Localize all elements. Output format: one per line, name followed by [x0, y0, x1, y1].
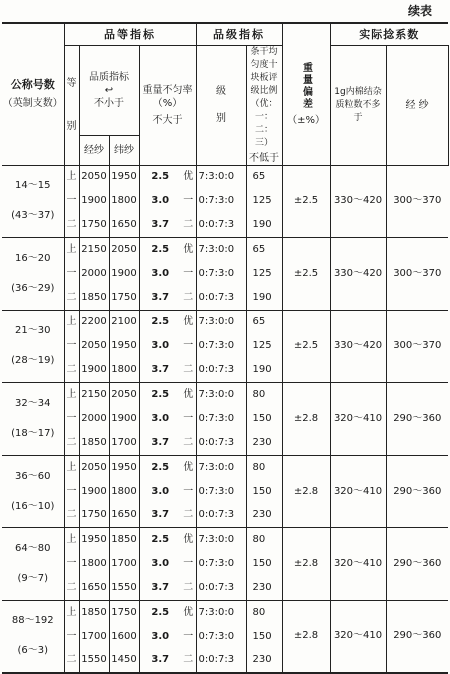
evenness-ratio: 0:0:7:3	[196, 649, 246, 673]
level-cell: 一	[181, 625, 196, 649]
warp-quality: 2000	[79, 262, 109, 286]
grade-cell: 上	[64, 528, 79, 552]
weft-quality: 1750	[109, 286, 139, 310]
header-level-class: 级 别	[196, 45, 246, 165]
twist-warp: 320～410	[330, 600, 386, 673]
grade-cell: 一	[64, 334, 79, 358]
header-grade-index: 品等指标	[64, 23, 196, 45]
evenness-ratio: 7:3:0:0	[196, 238, 246, 262]
level-cell: 优	[181, 238, 196, 262]
grade-cell: 二	[64, 431, 79, 455]
count-value: 14～15	[15, 180, 51, 192]
twist-warp: 320～410	[330, 455, 386, 528]
weft-quality: 1900	[109, 407, 139, 431]
grade-cell: 上	[64, 455, 79, 479]
count-cell	[2, 238, 64, 311]
weft-quality: 1800	[109, 359, 139, 383]
header-count: 公称号数 （英制支数）	[2, 23, 64, 165]
count-value: 32～34	[15, 397, 51, 409]
header-weight-cv: 重量不匀率（%） 不大于	[139, 45, 196, 165]
neps-count: 190	[246, 213, 282, 237]
grade-cell: 二	[64, 286, 79, 310]
weight-deviation: ±2.8	[282, 528, 330, 601]
neps-count: 150	[246, 479, 282, 503]
level-cell: 一	[181, 334, 196, 358]
warp-quality: 2050	[79, 165, 109, 189]
twist-weft: 290～360	[386, 383, 448, 456]
count-cell	[2, 528, 64, 601]
table-row	[2, 165, 448, 189]
evenness-ratio: 0:7:3:0	[196, 552, 246, 576]
evenness-ratio: 0:0:7:3	[196, 286, 246, 310]
grade-cell: 上	[64, 238, 79, 262]
grade-cell: 一	[64, 262, 79, 286]
weight-deviation: ±2.5	[282, 165, 330, 238]
warp-quality: 1650	[79, 576, 109, 600]
evenness-ratio: 0:7:3:0	[196, 625, 246, 649]
neps-count: 125	[246, 334, 282, 358]
english-count: (6～3)	[17, 645, 49, 657]
level-cell: 优	[181, 600, 196, 624]
warp-quality: 1850	[79, 286, 109, 310]
weight-cv: 2.5	[151, 316, 170, 328]
level-cell: 优	[181, 165, 196, 189]
twist-weft: 290～360	[386, 528, 448, 601]
neps-count: 230	[246, 504, 282, 528]
twist-weft: 300～370	[386, 310, 448, 383]
weft-quality: 2100	[109, 310, 139, 334]
level-cell: 二	[181, 649, 196, 673]
grade-cell: 一	[64, 625, 79, 649]
level-cell: 一	[181, 407, 196, 431]
weight-cv: 3.0	[151, 412, 170, 424]
level-cell: 二	[181, 359, 196, 383]
weft-quality: 1900	[109, 262, 139, 286]
header-neps: 1g内棉结杂质粒数不多于	[330, 45, 386, 165]
twist-warp: 330～420	[330, 310, 386, 383]
evenness-ratio: 7:3:0:0	[196, 383, 246, 407]
weight-cv: 3.7	[139, 213, 181, 237]
evenness-ratio: 0:7:3:0	[196, 407, 246, 431]
weight-cv: 3.7	[139, 359, 181, 383]
weight-cv: 3.7	[139, 504, 181, 528]
count-cell	[2, 383, 64, 456]
level-cell: 一	[181, 479, 196, 503]
twist-warp: 330～420	[330, 165, 386, 238]
grade-cell: 二	[64, 504, 79, 528]
weight-cv: 3.7	[139, 431, 181, 455]
header-actual-twist: 实际捻系数	[330, 23, 448, 45]
evenness-ratio: 7:3:0:0	[196, 528, 246, 552]
yarn-spec-table	[2, 22, 448, 674]
grade-cell: 上	[64, 383, 79, 407]
english-count: (18～17)	[11, 427, 55, 439]
weight-deviation: ±2.5	[282, 238, 330, 311]
weft-quality: 1950	[109, 455, 139, 479]
weight-cv: 3.7	[139, 286, 181, 310]
evenness-ratio: 7:3:0:0	[196, 455, 246, 479]
warp-quality: 2150	[79, 238, 109, 262]
weft-quality: 1650	[109, 213, 139, 237]
warp-quality: 1700	[79, 625, 109, 649]
weight-cv: 2.5	[151, 171, 170, 183]
neps-count: 230	[246, 649, 282, 673]
neps-count: 80	[246, 455, 282, 479]
weight-cv: 2.5	[151, 534, 170, 546]
twist-weft: 290～360	[386, 455, 448, 528]
level-cell: 二	[181, 286, 196, 310]
weight-cv: 3.0	[151, 558, 170, 570]
weft-quality: 1750	[109, 600, 139, 624]
neps-count: 230	[246, 576, 282, 600]
weight-deviation: ±2.5	[282, 310, 330, 383]
weight-cv: 3.0	[151, 195, 170, 207]
twist-warp: 330～420	[330, 238, 386, 311]
neps-count: 65	[246, 165, 282, 189]
header-twist-warp: 经 纱	[386, 45, 448, 165]
warp-quality: 1550	[79, 649, 109, 673]
weft-quality: 1950	[109, 165, 139, 189]
header-warp: 经纱	[79, 136, 109, 165]
twist-warp: 320～410	[330, 383, 386, 456]
warp-quality: 1750	[79, 213, 109, 237]
evenness-ratio: 0:0:7:3	[196, 431, 246, 455]
neps-count: 190	[246, 286, 282, 310]
table-row	[2, 310, 448, 334]
warp-quality: 1850	[79, 600, 109, 624]
weight-cv: 2.5	[151, 243, 170, 255]
neps-count: 190	[246, 359, 282, 383]
evenness-ratio: 7:3:0:0	[196, 310, 246, 334]
warp-quality: 1900	[79, 359, 109, 383]
neps-count: 230	[246, 431, 282, 455]
table-row	[2, 238, 448, 262]
evenness-ratio: 0:7:3:0	[196, 479, 246, 503]
count-value: 36～60	[15, 470, 51, 482]
weight-cv: 3.0	[151, 267, 170, 279]
header-grade-class: 等 别	[64, 45, 79, 165]
warp-quality: 2150	[79, 383, 109, 407]
warp-quality: 2200	[79, 310, 109, 334]
warp-quality: 1750	[79, 504, 109, 528]
grade-cell: 二	[64, 359, 79, 383]
neps-count: 65	[246, 310, 282, 334]
count-cell	[2, 310, 64, 383]
grade-cell: 二	[64, 576, 79, 600]
evenness-ratio: 0:0:7:3	[196, 213, 246, 237]
header-weight-deviation: 重量偏差 （±%）	[282, 23, 330, 165]
weft-quality: 2050	[109, 383, 139, 407]
weight-cv: 2.5	[151, 389, 170, 401]
twist-weft: 300～370	[386, 238, 448, 311]
neps-count: 80	[246, 600, 282, 624]
evenness-ratio: 7:3:0:0	[196, 165, 246, 189]
weft-quality: 1950	[109, 334, 139, 358]
count-cell	[2, 600, 64, 673]
count-value: 64～80	[15, 543, 51, 555]
table-body	[2, 165, 448, 673]
warp-quality: 2000	[79, 407, 109, 431]
twist-weft: 300～370	[386, 165, 448, 238]
evenness-ratio: 0:7:3:0	[196, 334, 246, 358]
warp-quality: 2050	[79, 334, 109, 358]
grade-cell: 二	[64, 213, 79, 237]
evenness-ratio: 0:0:7:3	[196, 576, 246, 600]
header-evenness: 条干均匀度十块板评级比例（优：一：二：三） 不低于	[246, 45, 282, 165]
english-count: (16～10)	[11, 500, 55, 512]
weft-quality: 1800	[109, 189, 139, 213]
level-cell: 二	[181, 431, 196, 455]
english-count: (9～7)	[17, 573, 49, 585]
evenness-ratio: 0:0:7:3	[196, 359, 246, 383]
level-cell: 一	[181, 189, 196, 213]
table-row	[2, 528, 448, 552]
neps-count: 80	[246, 528, 282, 552]
warp-quality: 2050	[79, 455, 109, 479]
level-cell: 二	[181, 213, 196, 237]
weight-cv: 3.0	[151, 340, 170, 352]
weight-deviation: ±2.8	[282, 455, 330, 528]
warp-quality: 1800	[79, 552, 109, 576]
warp-quality: 1950	[79, 528, 109, 552]
evenness-ratio: 7:3:0:0	[196, 600, 246, 624]
evenness-ratio: 0:0:7:3	[196, 504, 246, 528]
grade-cell: 上	[64, 165, 79, 189]
level-cell: 优	[181, 383, 196, 407]
table-row	[2, 455, 448, 479]
count-value: 21～30	[15, 325, 51, 337]
grade-cell: 二	[64, 649, 79, 673]
neps-count: 125	[246, 189, 282, 213]
level-cell: 优	[181, 310, 196, 334]
grade-cell: 一	[64, 407, 79, 431]
twist-weft: 290～360	[386, 600, 448, 673]
weft-quality: 1700	[109, 552, 139, 576]
neps-count: 150	[246, 625, 282, 649]
weight-cv: 2.5	[151, 461, 170, 473]
level-cell: 优	[181, 455, 196, 479]
grade-cell: 上	[64, 310, 79, 334]
neps-count: 150	[246, 407, 282, 431]
count-cell	[2, 165, 64, 238]
count-cell	[2, 455, 64, 528]
weight-deviation: ±2.8	[282, 383, 330, 456]
neps-count: 65	[246, 238, 282, 262]
twist-warp: 320～410	[330, 528, 386, 601]
neps-count: 125	[246, 262, 282, 286]
warp-quality: 1850	[79, 431, 109, 455]
weight-deviation: ±2.8	[282, 600, 330, 673]
weft-quality: 1650	[109, 504, 139, 528]
evenness-ratio: 0:7:3:0	[196, 262, 246, 286]
weight-cv: 3.7	[139, 576, 181, 600]
level-cell: 一	[181, 262, 196, 286]
continued-label: 续表	[407, 4, 432, 18]
table-row	[2, 383, 448, 407]
warp-quality: 1900	[79, 189, 109, 213]
weft-quality: 1600	[109, 625, 139, 649]
neps-count: 150	[246, 552, 282, 576]
count-value: 16～20	[15, 252, 51, 264]
grade-cell: 上	[64, 600, 79, 624]
header-weft: 纬纱	[109, 136, 139, 165]
english-count: (28～19)	[11, 355, 55, 367]
weight-cv: 2.5	[151, 606, 170, 618]
english-count: (36～29)	[11, 282, 55, 294]
weft-quality: 1850	[109, 528, 139, 552]
grade-cell: 一	[64, 479, 79, 503]
weft-quality: 1800	[109, 479, 139, 503]
weft-quality: 1700	[109, 431, 139, 455]
weft-quality: 1450	[109, 649, 139, 673]
weight-cv: 3.0	[151, 630, 170, 642]
weft-quality: 1550	[109, 576, 139, 600]
table-row	[2, 600, 448, 624]
count-value: 88～192	[11, 615, 54, 627]
level-cell: 一	[181, 552, 196, 576]
grade-cell: 一	[64, 552, 79, 576]
level-cell: 二	[181, 576, 196, 600]
warp-quality: 1900	[79, 479, 109, 503]
english-count: (43～37)	[11, 210, 55, 222]
weight-cv: 3.7	[139, 649, 181, 673]
header-grade-level: 品级指标	[196, 23, 282, 45]
level-cell: 二	[181, 504, 196, 528]
grade-cell: 一	[64, 189, 79, 213]
header-quality-index: 品质指标 ↩ 不小于	[79, 45, 139, 136]
evenness-ratio: 0:7:3:0	[196, 189, 246, 213]
weight-cv: 3.0	[151, 485, 170, 497]
weft-quality: 2050	[109, 238, 139, 262]
level-cell: 优	[181, 528, 196, 552]
neps-count: 80	[246, 383, 282, 407]
